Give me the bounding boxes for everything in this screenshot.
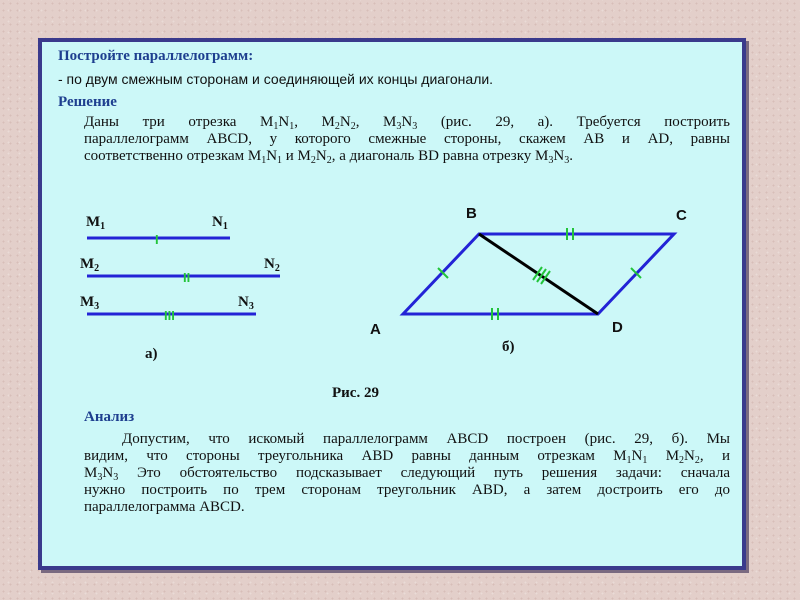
label-m2: $M_2$ bbox=[80, 256, 100, 274]
task-title: Постройте параллелограмм: bbox=[58, 48, 254, 64]
label-n1: $N_1$ bbox=[212, 214, 228, 232]
tick-mark-2: II bbox=[183, 270, 191, 285]
solution-line-3: соответственно отрезкам $M_1N_1$ и $M_2N_2$, а диагональ BD равна отрезку $M_3N_3$. bbox=[84, 148, 573, 166]
task-subtitle: - по двум смежным сторонам и соединяющей их концы диагонали. bbox=[58, 71, 494, 87]
figure-b bbox=[370, 205, 687, 355]
vertex-c: C bbox=[676, 207, 687, 224]
vertex-b: B bbox=[466, 205, 477, 222]
analysis-line-3: $M_3N_3$ Это обстоятельство подсказывает следующий путь решения задачи: сначала bbox=[84, 465, 730, 483]
analysis-line-2: видим, что стороны треугольника ABD равны данным отрезкам $M_1N_1$ $M_2N_2$, и bbox=[84, 448, 730, 466]
vertex-d: D bbox=[612, 319, 623, 336]
figure-a bbox=[80, 214, 280, 362]
label-n3: $N_3$ bbox=[238, 294, 254, 312]
analysis-line-1: Допустим, что искомый параллелограмм ABCD построен (рис. 29, б). Мы bbox=[122, 431, 730, 447]
analysis-paragraph bbox=[84, 431, 730, 516]
label-m1: $M_1$ bbox=[86, 214, 106, 232]
analysis-line-5: параллелограмма ABCD. bbox=[84, 499, 245, 515]
label-n2: $N_2$ bbox=[264, 256, 280, 274]
tick-mark-1: I bbox=[155, 232, 159, 247]
diagonal-bd bbox=[479, 234, 598, 314]
slide-panel bbox=[38, 38, 746, 570]
figure-caption: Рис. 29 bbox=[332, 385, 379, 401]
tick-mark-3: III bbox=[164, 308, 175, 323]
solution-heading: Решение bbox=[58, 94, 117, 110]
analysis-heading: Анализ bbox=[84, 409, 135, 425]
label-m3: $M_3$ bbox=[80, 294, 100, 312]
caption-b: б) bbox=[502, 339, 515, 355]
vertex-a: A bbox=[370, 321, 381, 338]
solution-line-2: параллелограмм ABCD, у которого смежные стороны, скажем AB и AD, равны bbox=[84, 131, 730, 147]
analysis-line-4: нужно построить по трем сторонам треугольник ABD, а затем достроить его до bbox=[84, 482, 730, 498]
caption-a: а) bbox=[145, 346, 158, 362]
solution-line-1: Даны три отрезка $M_1N_1$, $M_2N_2$, $M_3N_3$ (рис. 29, а). Требуется построить bbox=[84, 114, 730, 132]
